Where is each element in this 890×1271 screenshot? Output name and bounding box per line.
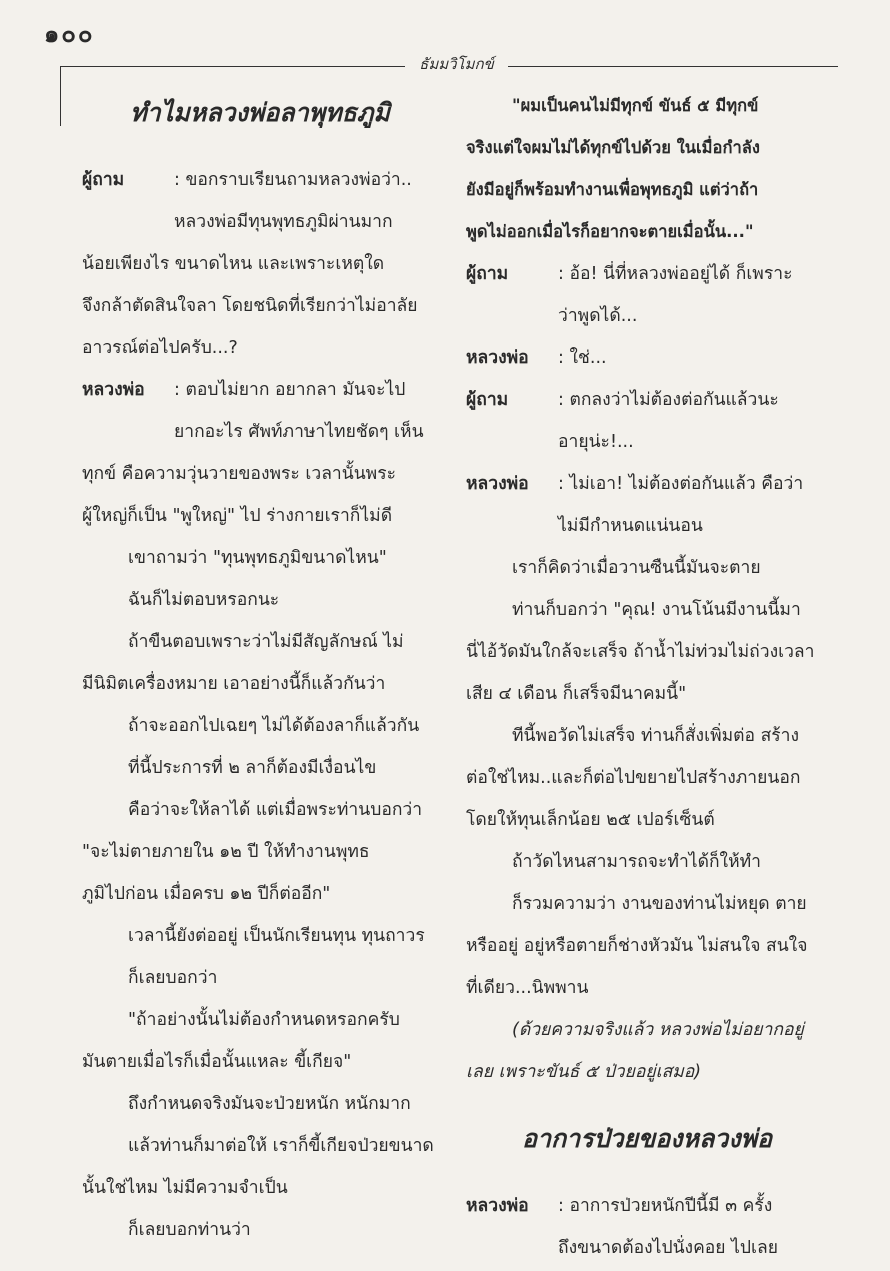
text-line: นี่ไอ้วัดมันใกล้จะเสร็จ ถ้าน้ำไม่ท่วมไม่ถ่วงเวลา [466,642,815,662]
section-title: ทำไมหลวงพ่อลาพุทธภูมิ [130,98,390,127]
text-line: ทุกข์ คือความวุ่นวายของพระ เวลานั้นพระ [82,464,397,484]
text-line: โดยให้ทุนเล็กน้อย ๒๕ เปอร์เซ็นต์ [466,810,715,830]
text-line: คือว่าจะให้ลาได้ แต่เมื่อพระท่านบอกว่า [128,800,423,820]
speaker-label: หลวงพ่อ [82,380,145,400]
header-rule-left [60,66,405,67]
text-line: หรืออยู่ อยู่หรือตายก็ช่างหัวมัน ไม่สนใจ สนใจ [466,936,808,956]
speaker-label: ผู้ถาม [82,170,125,190]
dialogue-line [466,1185,828,1227]
speaker-label: ผู้ถาม [466,390,509,410]
dialogue-line [466,379,828,421]
text-line: ถ้าจะออกไปเฉยๆ ไม่ได้ต้องลาก็แล้วกัน [128,716,420,736]
text-line: ว่าพูดได้... [558,306,638,326]
text-line: หลวงพ่อมีทุนพุทธภูมิผ่านมาก [174,212,393,232]
dialogue-text: : ไม่เอา! ไม่ต้องต่อกันแล้ว คือว่า [558,474,804,494]
text-line: ก็รวมความว่า งานของท่านไม่หยุด ตาย [512,894,807,914]
text-line: อายุน่ะ!... [558,432,634,452]
text-line: เราก็คิดว่าเมื่อวานซืนนี้มันจะตาย [512,558,761,578]
text-line: มีนิมิตเครื่องหมาย เอาอย่างนี้ก็แล้วกันว่า [82,674,386,694]
quote-line: จริงแต่ใจผมไม่ได้ทุกข์ไปด้วย ในเมื่อกำลัง [466,138,760,157]
dialogue-line [82,369,438,411]
text-line: ท่านก็บอกว่า "คุณ! งานโน้นมีงานนี้มา [512,600,801,620]
text-line: ผู้ใหญ่ก็เป็น "พูใหญ่" ไป ร่างกายเราก็ไม่ดี [82,506,393,526]
text-line: แล้วท่านก็มาต่อให้ เราก็ขี้เกียจป่วยขนาด [128,1136,434,1156]
quote-line: "ผมเป็นคนไม่มีทุกข์ ขันธ์ ๕ มีทุกข์ [512,96,759,115]
text-line: ยากอะไร ศัพท์ภาษาไทยชัดๆ เห็น [174,422,424,442]
text-line: ฉันก็ไม่ตอบหรอกนะ [128,590,280,610]
dialogue-line [466,337,828,379]
text-line: จึงกล้าตัดสินใจลา โดยชนิดที่เรียกว่าไม่อาลัย [82,296,418,316]
speaker-label: หลวงพ่อ [466,474,529,494]
text-line: ต่อใช่ไหม..และก็ต่อไปขยายไปสร้างภายนอก [466,768,801,788]
text-line: ถึงขนาดต้องไปนั่งคอย ไปเลย [558,1238,778,1258]
text-line: นั้นใช่ไหม ไม่มีความจำเป็น [82,1178,288,1198]
text-line: ไม่มีกำหนดแน่นอน [558,516,703,536]
dialogue-text: : อ้อ! นี่ที่หลวงพ่ออยู่ได้ ก็เพราะ [558,264,793,284]
quote-line: ยังมีอยู่ก็พร้อมทำงานเพื่อพุทธภูมิ แต่ว่าถ้า [466,180,759,199]
speaker-label: หลวงพ่อ [466,348,529,368]
text-line: ถ้าขืนตอบเพราะว่าไม่มีสัญลักษณ์ ไม่ [128,632,404,652]
dialogue-text: : ขอกราบเรียนถามหลวงพ่อว่า.. [174,170,412,190]
text-line: "ถ้าอย่างนั้นไม่ต้องกำหนดหรอกครับ [128,1010,400,1030]
quote-line: พูดไม่ออกเมื่อไรก็อยากจะตายเมื่อนั้น..." [466,222,754,241]
text-line: ถึงกำหนดจริงมันจะป่วยหนัก หนักมาก [128,1094,411,1114]
text-line: ที่เดียว...นิพพาน [466,978,589,998]
dialogue-line [82,159,438,201]
text-line: อาวรณ์ต่อไปครับ...? [82,338,238,358]
header-rule-right [508,66,838,67]
dialogue-line [466,253,828,295]
running-title: ธัมมวิโมกข์ [419,55,494,73]
italic-note-line: (ด้วยความจริงแล้ว หลวงพ่อไม่อยากอยู่ [512,1020,804,1040]
text-line: ก็เลยบอกว่า [128,968,218,988]
column-rule [60,66,61,126]
text-line: ภูมิไปก่อน เมื่อครบ ๑๒ ปีก็ต่ออีก" [82,884,331,904]
text-line: ก็เลยบอกท่านว่า [128,1220,251,1240]
italic-note-line: เลย เพราะขันธ์ ๕ ป่วยอยู่เสมอ) [466,1062,702,1082]
dialogue-text: : ใช่... [558,348,607,368]
dialogue-text: : ตอบไม่ยาก อยากลา มันจะไป [174,380,406,400]
text-line: ถ้าวัดไหนสามารถจะทำได้ก็ให้ทำ [512,852,761,872]
right-column [466,85,828,1269]
text-line: น้อยเพียงไร ขนาดไหน และเพราะเหตุใด [82,254,385,274]
text-line: ทีนี้พอวัดไม่เสร็จ ท่านก็สั่งเพิ่มต่อ สร้าง [512,726,800,746]
dialogue-line [466,463,828,505]
left-column [82,85,438,1251]
text-line: เสีย ๔ เดือน ก็เสร็จมีนาคมนี้" [466,684,687,704]
text-line: มันตายเมื่อไรก็เมื่อนั้นแหละ ขี้เกียจ" [82,1052,352,1072]
text-line: ที่นี้ประการที่ ๒ ลาก็ต้องมีเงื่อนไข [128,758,377,778]
text-line: เวลานี้ยังต่ออยู่ เป็นนักเรียนทุน ทุนถาวร [128,926,425,946]
speaker-label: ผู้ถาม [466,264,509,284]
dialogue-text: : อาการป่วยหนักปีนี้มี ๓ ครั้ง [558,1196,773,1216]
dialogue-text: : ตกลงว่าไม่ต้องต่อกันแล้วนะ [558,390,779,410]
section-title-2: อาการป่วยของหลวงพ่อ [521,1124,773,1153]
text-line: เขาถามว่า "ทุนพุทธภูมิขนาดไหน" [128,548,387,568]
page-number: ๑๐๐ [44,20,95,48]
text-line: "จะไม่ตายภายใน ๑๒ ปี ให้ทำงานพุทธ [82,842,370,862]
speaker-label: หลวงพ่อ [466,1196,529,1216]
